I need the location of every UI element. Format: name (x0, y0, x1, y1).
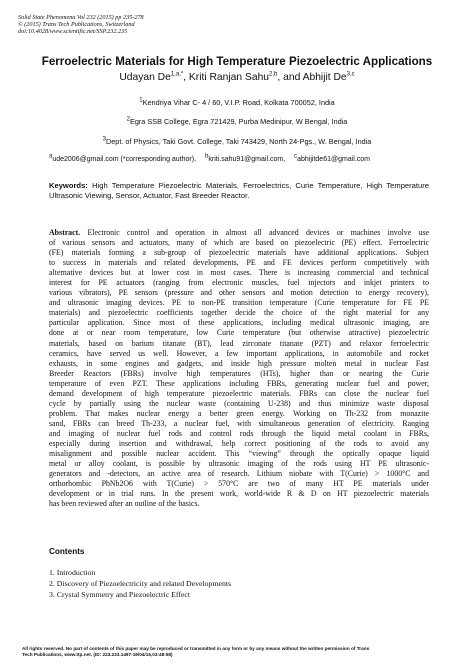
email-sup: c (294, 153, 298, 160)
abstract-paragraph (49, 228, 429, 509)
author-name: Kriti Ranjan Sahu (188, 72, 270, 83)
email-text: kriti.sahu91@gmail.com, (208, 156, 286, 163)
abstract-text: to success in materials and related developments, PE and FE devices perform competitively with (49, 258, 429, 268)
journal-header (18, 14, 318, 36)
abstract-line (49, 429, 429, 439)
abstract-line (49, 379, 429, 389)
author-name: Abhijit De (302, 72, 347, 83)
copyright-line: © (2015) Trans Tech Publications, Switzerland (18, 21, 135, 29)
contents-item[interactable]: 2. Discovery of Piezoelectricity and related Developments (49, 578, 232, 588)
abstract-text: generators and -detectors, an active area of research. Lithium niobate with T(Curie) > 1000°C and (49, 469, 429, 479)
affiliation-sup: 2 (126, 116, 130, 123)
copyright-footer (22, 646, 452, 658)
contents-item[interactable]: 1. Introduction (49, 568, 96, 577)
abstract-line (49, 349, 429, 359)
affiliation (0, 137, 474, 146)
affiliation-sup: 1 (139, 97, 143, 104)
abstract-line (49, 409, 429, 419)
abstract-text: Electronic control and operation in almost all advanced devices or machines involve use (80, 228, 429, 237)
abstract-line (49, 238, 429, 248)
journal-citation: Solid State Phenomena Vol 232 (2015) pp 235-278 (18, 14, 144, 21)
contents-list (49, 568, 231, 600)
author-name: Udayan De (119, 72, 171, 83)
abstract-line (49, 288, 429, 298)
contents-item[interactable]: 3. Crystal Symmetry and Piezoelectric Effect (49, 589, 191, 599)
keywords-paragraph (49, 181, 429, 201)
abstract-text: especially during insertion and withdrawal, help correct positioning of the rods to avoid any (49, 438, 429, 448)
abstract-text: done at or near room temperature, low Curie temperature (but otherwise attractive) piezoelectric (49, 328, 429, 338)
abstract-text: and imaging of nuclear fuel rods and control rods through the liquid metal coolant in FBRs, (49, 428, 429, 438)
affiliation-text: Egra SSB College, Egra 721429, Purba Medinipur, W Bengal, India (129, 117, 348, 126)
abstract-line (49, 499, 429, 509)
keywords-label: Keywords: (49, 181, 88, 190)
keywords-text: High Temperature Piezoelectric Materials, Ferroelectrics, Curie Temperature, High Temperature Ultrasonic Viewing, Sensor, Actuator, Fast Breeder Reactor. (49, 181, 429, 200)
abstract-line (49, 469, 429, 479)
abstract-text: sand, FBRs can breed Th-233, a nuclear fuel, with simultaneous generation of electricity. Ranging (49, 418, 429, 428)
affiliation-text: Dept. of Physics, Taki Govt. College, Taki 743429, North 24-Pgs., W. Bengal, India (105, 137, 372, 146)
email-entry[interactable] (294, 153, 370, 163)
footer-line: All rights reserved. No part of contents of this paper may be reproduced or transmitted in any form or by any means without the written permission of Trans (22, 646, 370, 651)
abstract-text: and ultrasonic imaging devices. PE to non-PE transition temperature (Curie temperature for FE PE (49, 298, 429, 308)
abstract-line (49, 268, 429, 278)
abstract-line (49, 339, 429, 349)
abstract-text: misalignment and possible nuclear accident. This “viewing” through the optically opaque liquid (49, 449, 429, 459)
abstract-line (49, 248, 429, 258)
affiliation (0, 117, 474, 126)
abstract-line (49, 419, 429, 429)
abstract-text: materials) and piezoelectric coefficients together decide the choice of the right material for any (49, 308, 429, 318)
affiliation-sup: 3 (102, 136, 106, 143)
abstract-line (49, 459, 429, 469)
email-sup: a (49, 153, 53, 160)
abstract-line (49, 298, 429, 308)
abstract-line (49, 328, 429, 338)
abstract-text: development or in trial runs. In the present work, world-wide R & D on HT piezoelectric materials (49, 489, 429, 499)
abstract-line (49, 479, 429, 489)
affiliation-text: Kendriya Vihar C- 4 / 60, V.I.P. Road, Kolkata 700052, India (142, 98, 335, 107)
abstract-line (49, 389, 429, 399)
abstract-text: cycle by partially using the nuclear waste (containing U-238) and thus minimize waste disposal (49, 398, 429, 408)
affiliation (0, 98, 474, 107)
abstract-text: ceramics, have served us well. However, a few important applications, in automobile and rocket (49, 348, 429, 358)
abstract-line (49, 258, 429, 268)
abstract-text: metal or alloy coolant, is possible by ultrasonic imaging of the rods using HT PE ultrasonic- (49, 459, 429, 469)
abstract-label: Abstract. (49, 228, 81, 237)
abstract-line (49, 369, 429, 379)
email-text: abhijitde61@gmail.com (297, 156, 370, 163)
abstract-text: particular application. Since most of these applications, including medical ultrasonic imaging, are (49, 318, 429, 328)
abstract-text: temperature of even PZT. These applications including FBRs, generating nuclear fuel and power, (49, 378, 429, 388)
author-sup: 2,b (269, 71, 278, 78)
author-separator: , and (277, 72, 303, 83)
abstract-line (49, 399, 429, 409)
abstract-line (49, 278, 429, 288)
abstract-line (49, 318, 429, 328)
author-sup: 3,c (346, 71, 355, 78)
author-separator: , (183, 72, 189, 83)
email-entry[interactable] (49, 153, 197, 163)
abstract-text: exhausts, in some engines and gadgets, and inside high pressure molten metal in nuclear Fast (49, 358, 429, 368)
abstract-line (49, 308, 429, 318)
abstract-text: of various sensors and actuators, many of which are based on piezoelectric (PE) effect. Ferroelectric (49, 238, 429, 248)
abstract-line (49, 449, 429, 459)
abstract-text: materials, based on barium titanate (BT), lead zirconate titanate (PZT) and relaxor ferroelectric (49, 338, 429, 348)
email-text: ude2006@gmail.com (*corresponding author), (52, 156, 197, 163)
abstract-line (49, 228, 429, 238)
email-line (49, 153, 469, 163)
doi-line: doi:10.4028/www.scientific.net/SSP.232.235 (18, 28, 128, 36)
email-entry[interactable] (205, 153, 286, 163)
abstract-text: problem. That makes nuclear energy a better green energy. Working on Th-232 from monazite (49, 408, 429, 418)
abstract-text: (FE) materials forming a sub-group of piezoelectric materials have additional applications. Subject (49, 248, 429, 258)
abstract-line (49, 359, 429, 369)
abstract-text: Breeder Reactors (FBRs) involve high temperatures (HTs), higher than or nearing the Curie (49, 368, 429, 378)
abstract-text: has been reviewed after an outline of the basics. (49, 499, 200, 509)
abstract-text: orthorhombic PbNb2O6 with T(Curie) > 570°C are two of many HT PE materials under (49, 479, 429, 489)
paper-title: Ferroelectric Materials for High Temperature Piezoelectric Applications (41, 55, 433, 68)
contents-heading: Contents (49, 547, 85, 556)
abstract-text: interest for PE actuators (ranging from electronic muscles, fuel injectors and inkjet printers to (49, 278, 429, 288)
email-sup: b (205, 153, 209, 160)
author-sup: 1,a,* (170, 71, 184, 78)
abstract-text: demand development of high temperature piezoelectric materials. FBRs can close the nuclear fuel (49, 388, 429, 398)
abstract-text: various vibrators), PE sensors (pressure and other sensors and motion detection to energy recovery), (49, 288, 429, 298)
abstract-line (49, 489, 429, 499)
abstract-line (49, 439, 429, 449)
author-line (0, 72, 474, 83)
footer-line: Tech Publications, www.ttp.net. (ID: 223.223.1497-19/04/15,03:48:58) (22, 652, 173, 657)
abstract-text: alternative devices but at lower cost in most cases. There is increasing commercial and technical (49, 268, 429, 278)
